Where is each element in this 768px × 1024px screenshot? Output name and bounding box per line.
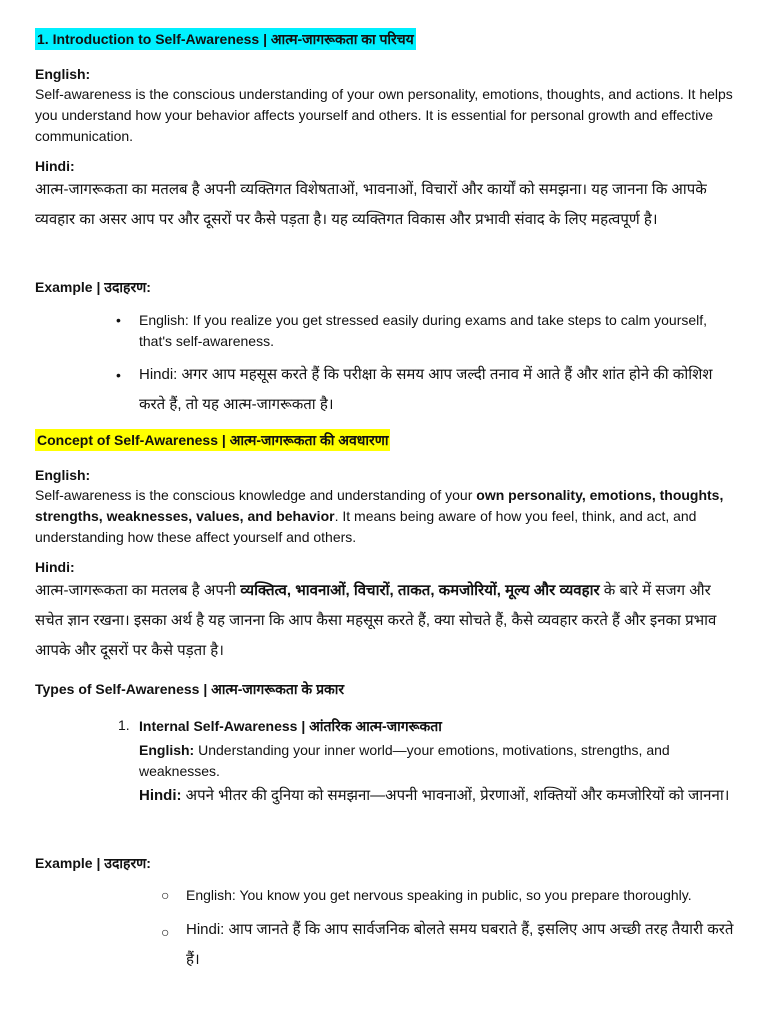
section-2-heading: Concept of Self-Awareness | आत्म-जागरूकता की अवधारणा bbox=[35, 429, 390, 451]
section-2-example-label: Example | उदाहरण: bbox=[35, 855, 151, 871]
bold-text-span: own personality, emotions, thoughts, strengths, weaknesses, values, and behavior bbox=[35, 487, 724, 524]
circle-bullet-icon: ○ bbox=[161, 924, 170, 940]
bullet-icon: • bbox=[116, 367, 121, 383]
section-2-heading-row bbox=[35, 431, 740, 450]
example-text: English: You know you get nervous speaking in public, so you prepare thoroughly. bbox=[186, 887, 692, 903]
type-hindi bbox=[139, 781, 739, 811]
bullet-icon: • bbox=[116, 312, 121, 328]
type-hindi-text: अपने भीतर की दुनिया को समझना—अपनी भावनाओं, प्रेरणाओं, शक्तियों और कमजोरियों को जानना। bbox=[181, 787, 730, 804]
section-1-example-label: Example | उदाहरण: bbox=[35, 279, 151, 295]
text-span: . It means being aware of how you feel, think, and act, and understanding how these affect yourself and others. bbox=[35, 508, 697, 545]
list-number: 1. bbox=[118, 717, 130, 733]
section-1-english-text: Self-awareness is the conscious understanding of your own personality, emotions, thoughts, and actions. It helps you understand how your behavior affects yourself and others. It is essential for personal growth and effective communication. bbox=[35, 86, 733, 144]
section-2-english-label: English: bbox=[35, 467, 91, 483]
section-2-hindi-text bbox=[35, 576, 740, 666]
section-2-hindi-label: Hindi: bbox=[35, 559, 75, 575]
section-1-heading-row bbox=[35, 30, 740, 49]
type-english-text: Understanding your inner world—your emotions, motivations, strengths, and weaknesses. bbox=[139, 742, 670, 779]
text-span: आत्म-जागरूकता का मतलब है अपनी bbox=[35, 582, 241, 599]
type-english bbox=[139, 740, 739, 782]
section-1-hindi-label: Hindi: bbox=[35, 158, 75, 174]
example-text: Hindi: अगर आप महसूस करते हैं कि परीक्षा के समय आप जल्दी तनाव में आते हैं और शांत होने की कोशिश करते हैं, तो यह आत्म-जागरूकता है। bbox=[139, 366, 713, 413]
bold-text-span: व्यक्तित्व, भावनाओं, विचारों, ताकत, कमजोरियों, मूल्य और व्यवहार bbox=[240, 582, 600, 599]
type-title bbox=[139, 716, 739, 737]
type-title-text: Internal Self-Awareness | आंतरिक आत्म-जागरूकता bbox=[139, 718, 442, 734]
types-heading: Types of Self-Awareness | आत्म-जागरूकता के प्रकार bbox=[35, 681, 345, 697]
type-hindi-label: Hindi: bbox=[139, 787, 182, 804]
text-span: के बारे में सजग और सचेत ज्ञान रखना। इसका अर्थ है यह जानना कि आप कैसा महसूस करते हैं, क्या सोचते हैं, कैसे व्यवहार करते हैं और इनका प्रभाव आपके और दूसरों पर कैसे पड़ता है। bbox=[35, 582, 717, 659]
circle-bullet-icon: ○ bbox=[161, 887, 170, 903]
example-text: Hindi: आप जानते हैं कि आप सार्वजनिक बोलते समय घबराते हैं, इसलिए आप अच्छी तरह तैयारी करते हैं। bbox=[186, 921, 734, 968]
section-1-hindi-text: आत्म-जागरूकता का मतलब है अपनी व्यक्तिगत विशेषताओं, भावनाओं, विचारों और कार्यों को समझना। यह जानना कि आपके व्यवहार का असर आप पर और दूसरों पर कैसे पड़ता है। यह व्यक्तिगत विकास और प्रभावी संवाद के लिए महत्वपूर्ण है। bbox=[35, 181, 707, 228]
section-1-heading: 1. Introduction to Self-Awareness | आत्म-जागरूकता का परिचय bbox=[35, 28, 416, 50]
text-span: Self-awareness is the conscious knowledge and understanding of your bbox=[35, 487, 477, 503]
type-english-label: English: bbox=[139, 742, 195, 758]
section-1-english-label: English: bbox=[35, 66, 91, 82]
example-text: English: If you realize you get stressed easily during exams and take steps to calm yourself, that's self-awareness. bbox=[139, 312, 708, 349]
section-2-english-text bbox=[35, 485, 740, 548]
